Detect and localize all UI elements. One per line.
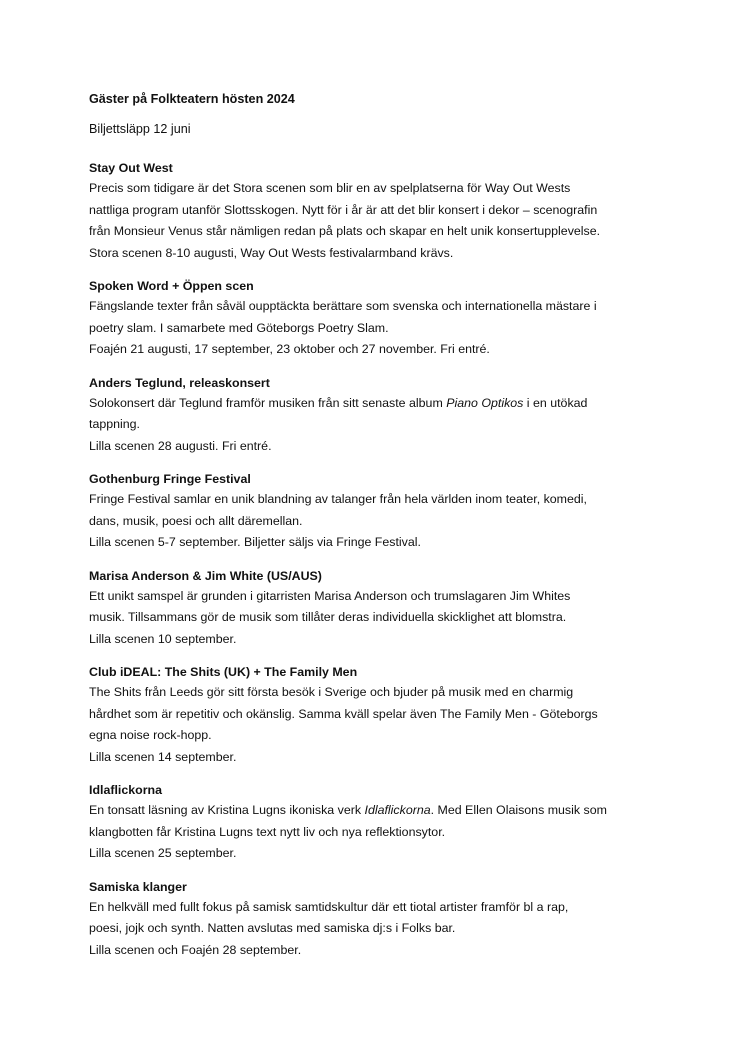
event-text-line: klangbotten får Kristina Lugns text nytt liv och nya reflektionsytor. [89,824,446,839]
event-samiska-klanger [89,877,669,962]
event-text-line: Fängslande texter från såväl oupptäckta berättare som svenska och internationella mästare i [89,299,597,313]
event-text-segment: i en utökad [523,395,588,410]
event-title: Marisa Anderson & Jim White (US/AUS) [89,568,322,583]
event-text-line: nattliga program utanför Slottsskogen. Nytt för i år är att det blir konsert i dekor – scenografin [89,202,598,217]
event-title: Gothenburg Fringe Festival [89,472,251,486]
event-spoken-word [89,276,669,361]
event-venue-date: Lilla scenen 25 september. [89,846,237,860]
event-venue-date: Lilla scenen 28 augusti. Fri entré. [89,438,272,453]
event-venue-date: Stora scenen 8-10 augusti, Way Out Wests festivalarmband krävs. [89,245,454,260]
event-text-line: Ett unikt samspel är grunden i gitarristen Marisa Anderson och trumslagaren Jim Whites [89,588,571,603]
event-venue-date: Lilla scenen och Foajén 28 september. [89,942,302,957]
event-text-segment: Solokonsert där Teglund framför musiken från sitt senaste album [89,395,447,410]
event-text-line [89,800,669,822]
event-text-line: musik. Tillsammans gör de musik som tillåter deras individuella skicklighet att blomstra. [89,610,567,624]
work-title: Idlaflickorna [364,803,431,817]
event-marisa-anderson-jim-white [89,566,669,651]
event-text-line: En helkväll med fullt fokus på samisk samtidskultur där ett tiotal artister framför bl a rap, [89,899,569,914]
event-text-line [89,393,669,415]
event-title: Anders Teglund, releaskonsert [89,375,270,390]
event-title: Spoken Word + Öppen scen [89,279,254,293]
event-venue-date: Lilla scenen 5-7 september. Biljetter säljs via Fringe Festival. [89,535,421,549]
event-fringe-festival [89,469,669,554]
event-text-line: Precis som tidigare är det Stora scenen som blir en av spelplatserna för Way Out Wests [89,181,571,195]
event-club-ideal [89,662,669,768]
event-text-line: från Monsieur Venus står nämligen redan på plats och skapar en helt unik konsertupplevelse. [89,224,601,238]
event-text-line: tappning. [89,417,140,431]
event-text-line: hårdhet som är repetitiv och okänslig. Samma kväll spelar även The Family Men - Göteborgs [89,706,598,721]
event-text-line: The Shits från Leeds gör sitt första besök i Sverige och bjuder på musik med en charmig [89,685,574,699]
event-list [89,158,669,973]
event-title: Samiska klanger [89,879,187,894]
event-title: Club iDEAL: The Shits (UK) + The Family Men [89,665,358,679]
album-title: Piano Optikos [446,395,524,410]
event-title: Stay Out West [89,161,173,175]
event-text-segment: . Med Ellen Olaisons musik som [430,803,607,817]
event-title: Idlaflickorna [89,783,162,797]
event-idlaflickorna [89,780,669,865]
event-text-line: poesi, jojk och synth. Natten avslutas med samiska dj:s i Folks bar. [89,921,456,935]
ticket-release-date: Biljettsläpp 12 juni [89,122,191,136]
event-text-line: Fringe Festival samlar en unik blandning av talanger från hela världen inom teater, komedi, [89,492,587,506]
event-text-line: dans, musik, poesi och allt däremellan. [89,513,303,528]
event-stay-out-west [89,158,669,264]
event-text-line: poetry slam. I samarbete med Göteborgs Poetry Slam. [89,320,389,335]
event-text-segment: En tonsatt läsning av Kristina Lugns ikoniska verk [89,803,365,817]
event-venue-date: Foajén 21 augusti, 17 september, 23 oktober och 27 november. Fri entré. [89,342,490,356]
event-venue-date: Lilla scenen 14 september. [89,749,237,764]
event-text-line: egna noise rock-hopp. [89,728,212,742]
document-title: Gäster på Folkteatern hösten 2024 [89,92,295,106]
event-anders-teglund [89,373,669,458]
event-venue-date: Lilla scenen 10 september. [89,631,237,646]
